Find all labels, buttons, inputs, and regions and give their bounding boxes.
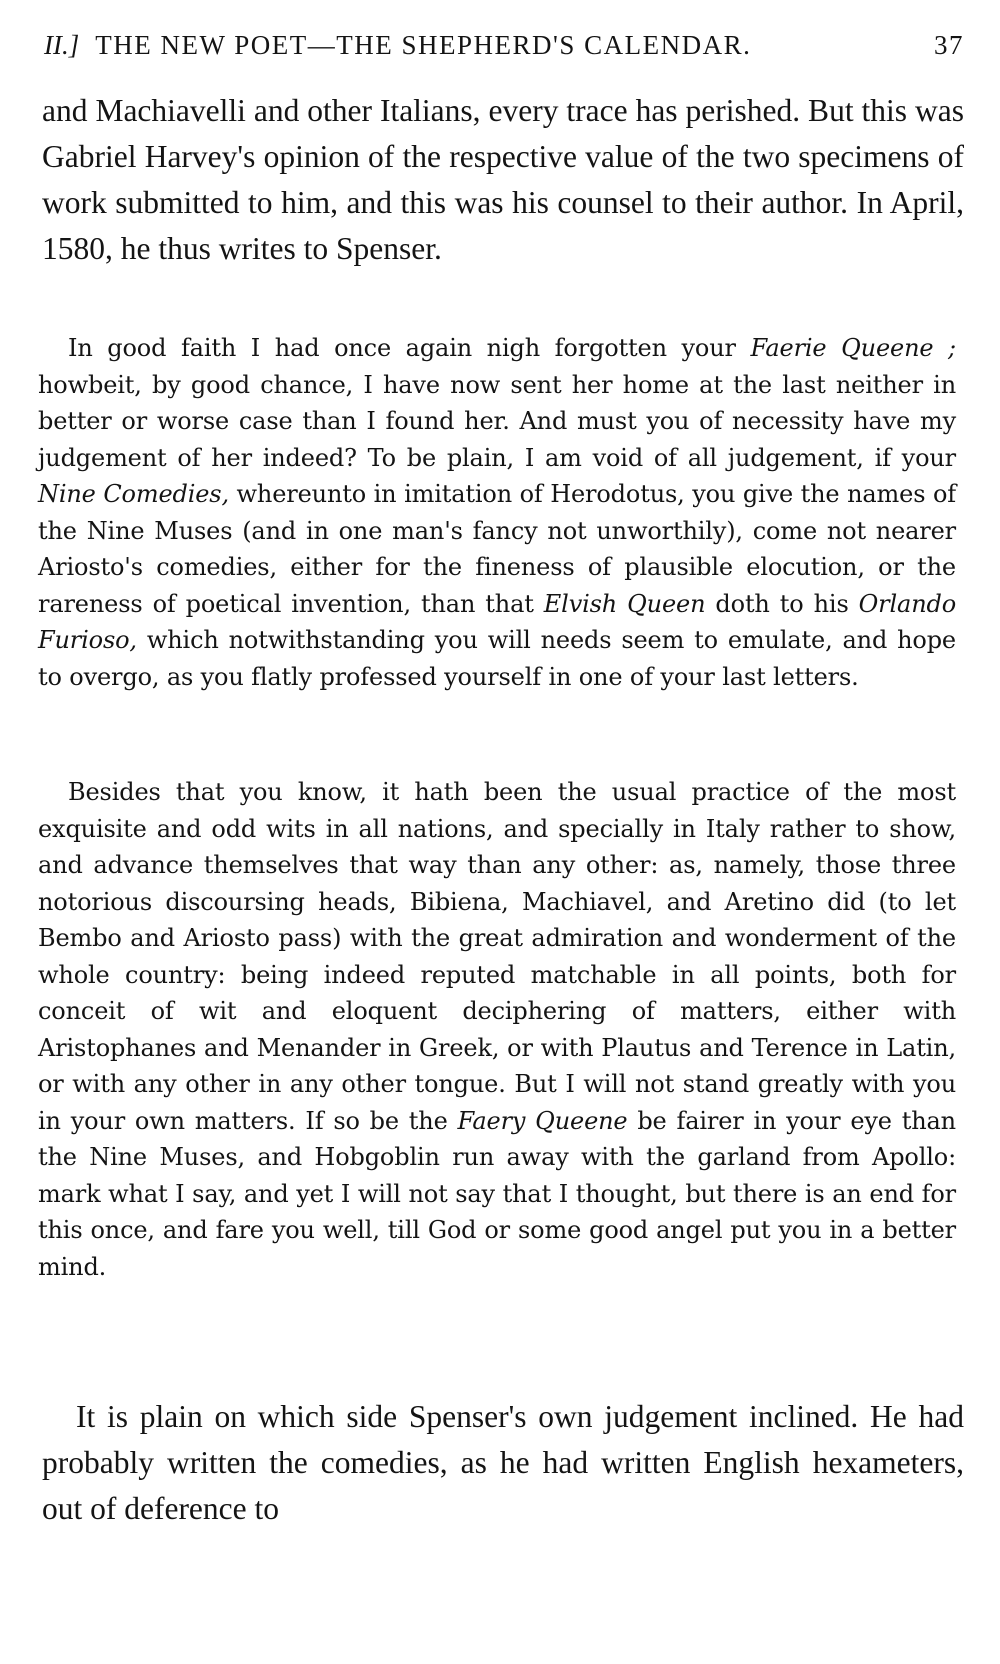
chapter-marker: II.] [44, 30, 80, 60]
running-title: THE NEW POET—THE SHEPHERD'S CALENDAR. [95, 30, 752, 60]
title-faery-queene: Faery Queene [457, 1106, 628, 1135]
quote-paragraph-2: Besides that you know, it hath been the usual practice of the most exquisite and odd wits in all nations, and specially in Italy rather to show, and advance themselves that way than any other: as, namely, those three notorious discoursing heads, Bibiena, Machiavel, and Aretino did (to let Bembo and Ariosto pass) with the great admiration and wonderment of the whole country: being indeed reputed matchable in all points, both for conceit of wit and eloquent deciphering of matters, either with Aristophanes and Menander in Greek, or with Plautus and Terence in Latin, or with any other in any other tongue. But I will not stand greatly with you in your own matters. If so be the Faery Queene be fairer in your eye than the Nine Muses, and Hobgoblin run away with the garland from Apollo: mark what I say, and yet I will not say that I thought, but there is an end for this once, and fare you well, till God or some good angel put you in a better mind. [38, 778, 956, 1281]
intro-paragraph: and Machiavelli and other Italians, every trace has perished. But this was Gabriel Harvey's opinion of the respective value of the two specimens of work submitted to him, and this was his counsel to their author. In April, 1580, he thus writes to Spenser. [42, 93, 964, 266]
title-faerie-queene: Faerie Queene ; [750, 334, 956, 362]
closing-paragraph: It is plain on which side Spenser's own judgement inclined. He had probably written the comedies, as he had written English hexameters, out of deference to [42, 1399, 964, 1526]
running-head [44, 30, 964, 61]
title-elvish-queen: Elvish Queen [543, 589, 706, 618]
page-number: 37 [934, 30, 964, 60]
quote-paragraph-1: In good faith I had once again nigh forgotten your Faerie Queene ; howbeit, by good chance, I have now sent her home at the last neither in better or worse case than I found her. And must you of necessity have my judgement of her indeed? To be plain, I am void of all judgement, if your Nine Comedies, whereunto in imitation of Herodotus, you give the names of the Nine Muses (and in one man's fancy not unworthily), come not nearer Ariosto's comedies, either for the fineness of plausible elocution, or the rareness of poetical invention, than that Elvish Queen doth to his Orlando Furioso, which notwithstanding you will needs seem to emulate, and hope to overgo, as you flatly professed yourself in one of your last letters. [38, 334, 957, 691]
title-orlando-furioso: Orlando Furioso, [38, 589, 957, 654]
title-nine-comedies: Nine Comedies, [38, 480, 229, 508]
